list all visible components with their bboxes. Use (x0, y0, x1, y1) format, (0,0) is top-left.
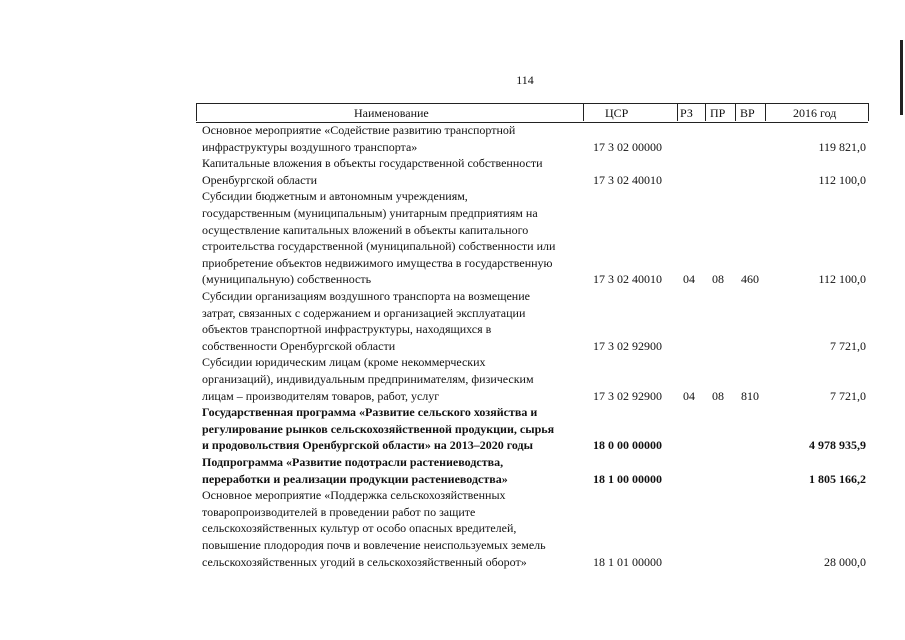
row-name-line: Оренбургской области (202, 172, 318, 187)
row-amount: 112 100,0 (818, 272, 866, 287)
row-name-line: повышение плодородия почв и вовлечение неиспользуемых земель (202, 538, 546, 552)
row-name-line: сельскохозяйственных культур от особо опасных вредителей, (202, 521, 517, 536)
row-name-line: Капитальные вложения в объекты государственной собственности (202, 156, 543, 171)
row-name-line: осуществление капитальных вложений в объекты капитального (202, 222, 529, 237)
row-csr: 18 1 01 00000 (593, 554, 662, 569)
row-name-line: регулирование рынков сельскохозяйственной продукции, сырья (202, 421, 555, 436)
row-name-line: объектов транспортной инфраструктуры, находящихся в (202, 322, 492, 337)
row-amount: 4 978 935,9 (809, 438, 866, 453)
row-pr: 08 (712, 388, 724, 403)
row-name-line: Субсидии организациям воздушного транспорта на возмещение (202, 289, 530, 303)
row-amount: 119 821,0 (818, 139, 866, 154)
page-number: 114 (516, 73, 534, 87)
row-name-line: сельскохозяйственных угодий в сельскохозяйственный оборот» (202, 554, 527, 569)
row-name-line: переработки и реализации продукции растениеводства» (202, 471, 508, 486)
header-vr: ВР (740, 106, 755, 120)
header-csr: ЦСР (605, 106, 629, 120)
header-divider (583, 103, 584, 121)
row-name-line: строительства государственной (муниципальной) собственности или (202, 239, 556, 254)
row-amount: 7 721,0 (830, 338, 866, 353)
row-name-line: собственности Оренбургской области (202, 338, 396, 353)
header-divider (677, 103, 678, 121)
row-name-line: Субсидии бюджетным и автономным учреждениям, (202, 189, 468, 204)
header-divider (705, 103, 706, 121)
row-name-line: и продовольствия Оренбургской области» на 2013–2020 годы (202, 438, 533, 453)
header-name: Наименование (354, 106, 429, 120)
row-rz: 04 (683, 272, 695, 287)
row-name-line: Подпрограмма «Развитие подотрасли растениеводства, (202, 455, 504, 469)
row-name-line: инфраструктуры воздушного транспорта» (202, 139, 418, 154)
row-name-line: (муниципальную) собственность (202, 272, 372, 287)
header-divider (196, 103, 197, 121)
row-amount: 112 100,0 (818, 172, 866, 187)
row-name-line: затрат, связанных с содержанием и организацией эксплуатации (202, 305, 526, 320)
row-amount: 1 805 166,2 (809, 471, 866, 486)
row-name-line: государственным (муниципальным) унитарным предприятиям на (202, 206, 538, 220)
row-name-line: Субсидии юридическим лицам (кроме некоммерческих (202, 355, 486, 370)
row-amount: 7 721,0 (830, 388, 866, 403)
row-csr: 17 3 02 40010 (593, 172, 662, 187)
row-name-line: Государственная программа «Развитие сельского хозяйства и (202, 405, 538, 420)
row-csr: 17 3 02 40010 (593, 272, 662, 287)
header-divider (735, 103, 736, 121)
edge-mark (900, 40, 903, 115)
row-name-line: приобретение объектов недвижимого имущества в государственную (202, 255, 553, 270)
row-name-line: Основное мероприятие «Содействие развитию транспортной (202, 123, 516, 137)
row-name-line: товаропроизводителей в проведении работ по защите (202, 504, 476, 519)
header-divider (868, 103, 869, 121)
row-name-line: лицам – производителям товаров, работ, услуг (202, 388, 440, 403)
row-rz: 04 (683, 388, 695, 403)
row-csr: 18 0 00 00000 (593, 438, 662, 453)
header-rz: РЗ (680, 106, 693, 120)
row-amount: 28 000,0 (824, 554, 866, 569)
header-pr: ПР (710, 106, 726, 120)
table-header (196, 103, 868, 123)
row-vr: 460 (741, 272, 759, 287)
row-vr: 810 (741, 388, 759, 403)
header-divider (765, 103, 766, 121)
row-csr: 18 1 00 00000 (593, 471, 662, 486)
row-pr: 08 (712, 272, 724, 287)
header-year: 2016 год (793, 106, 837, 120)
row-csr: 17 3 02 92900 (593, 338, 662, 353)
row-csr: 17 3 02 00000 (593, 139, 662, 154)
row-name-line: Основное мероприятие «Поддержка сельскохозяйственных (202, 488, 506, 503)
row-csr: 17 3 02 92900 (593, 388, 662, 403)
row-name-line: организаций), индивидуальным предпринимателям, физическим (202, 372, 534, 386)
